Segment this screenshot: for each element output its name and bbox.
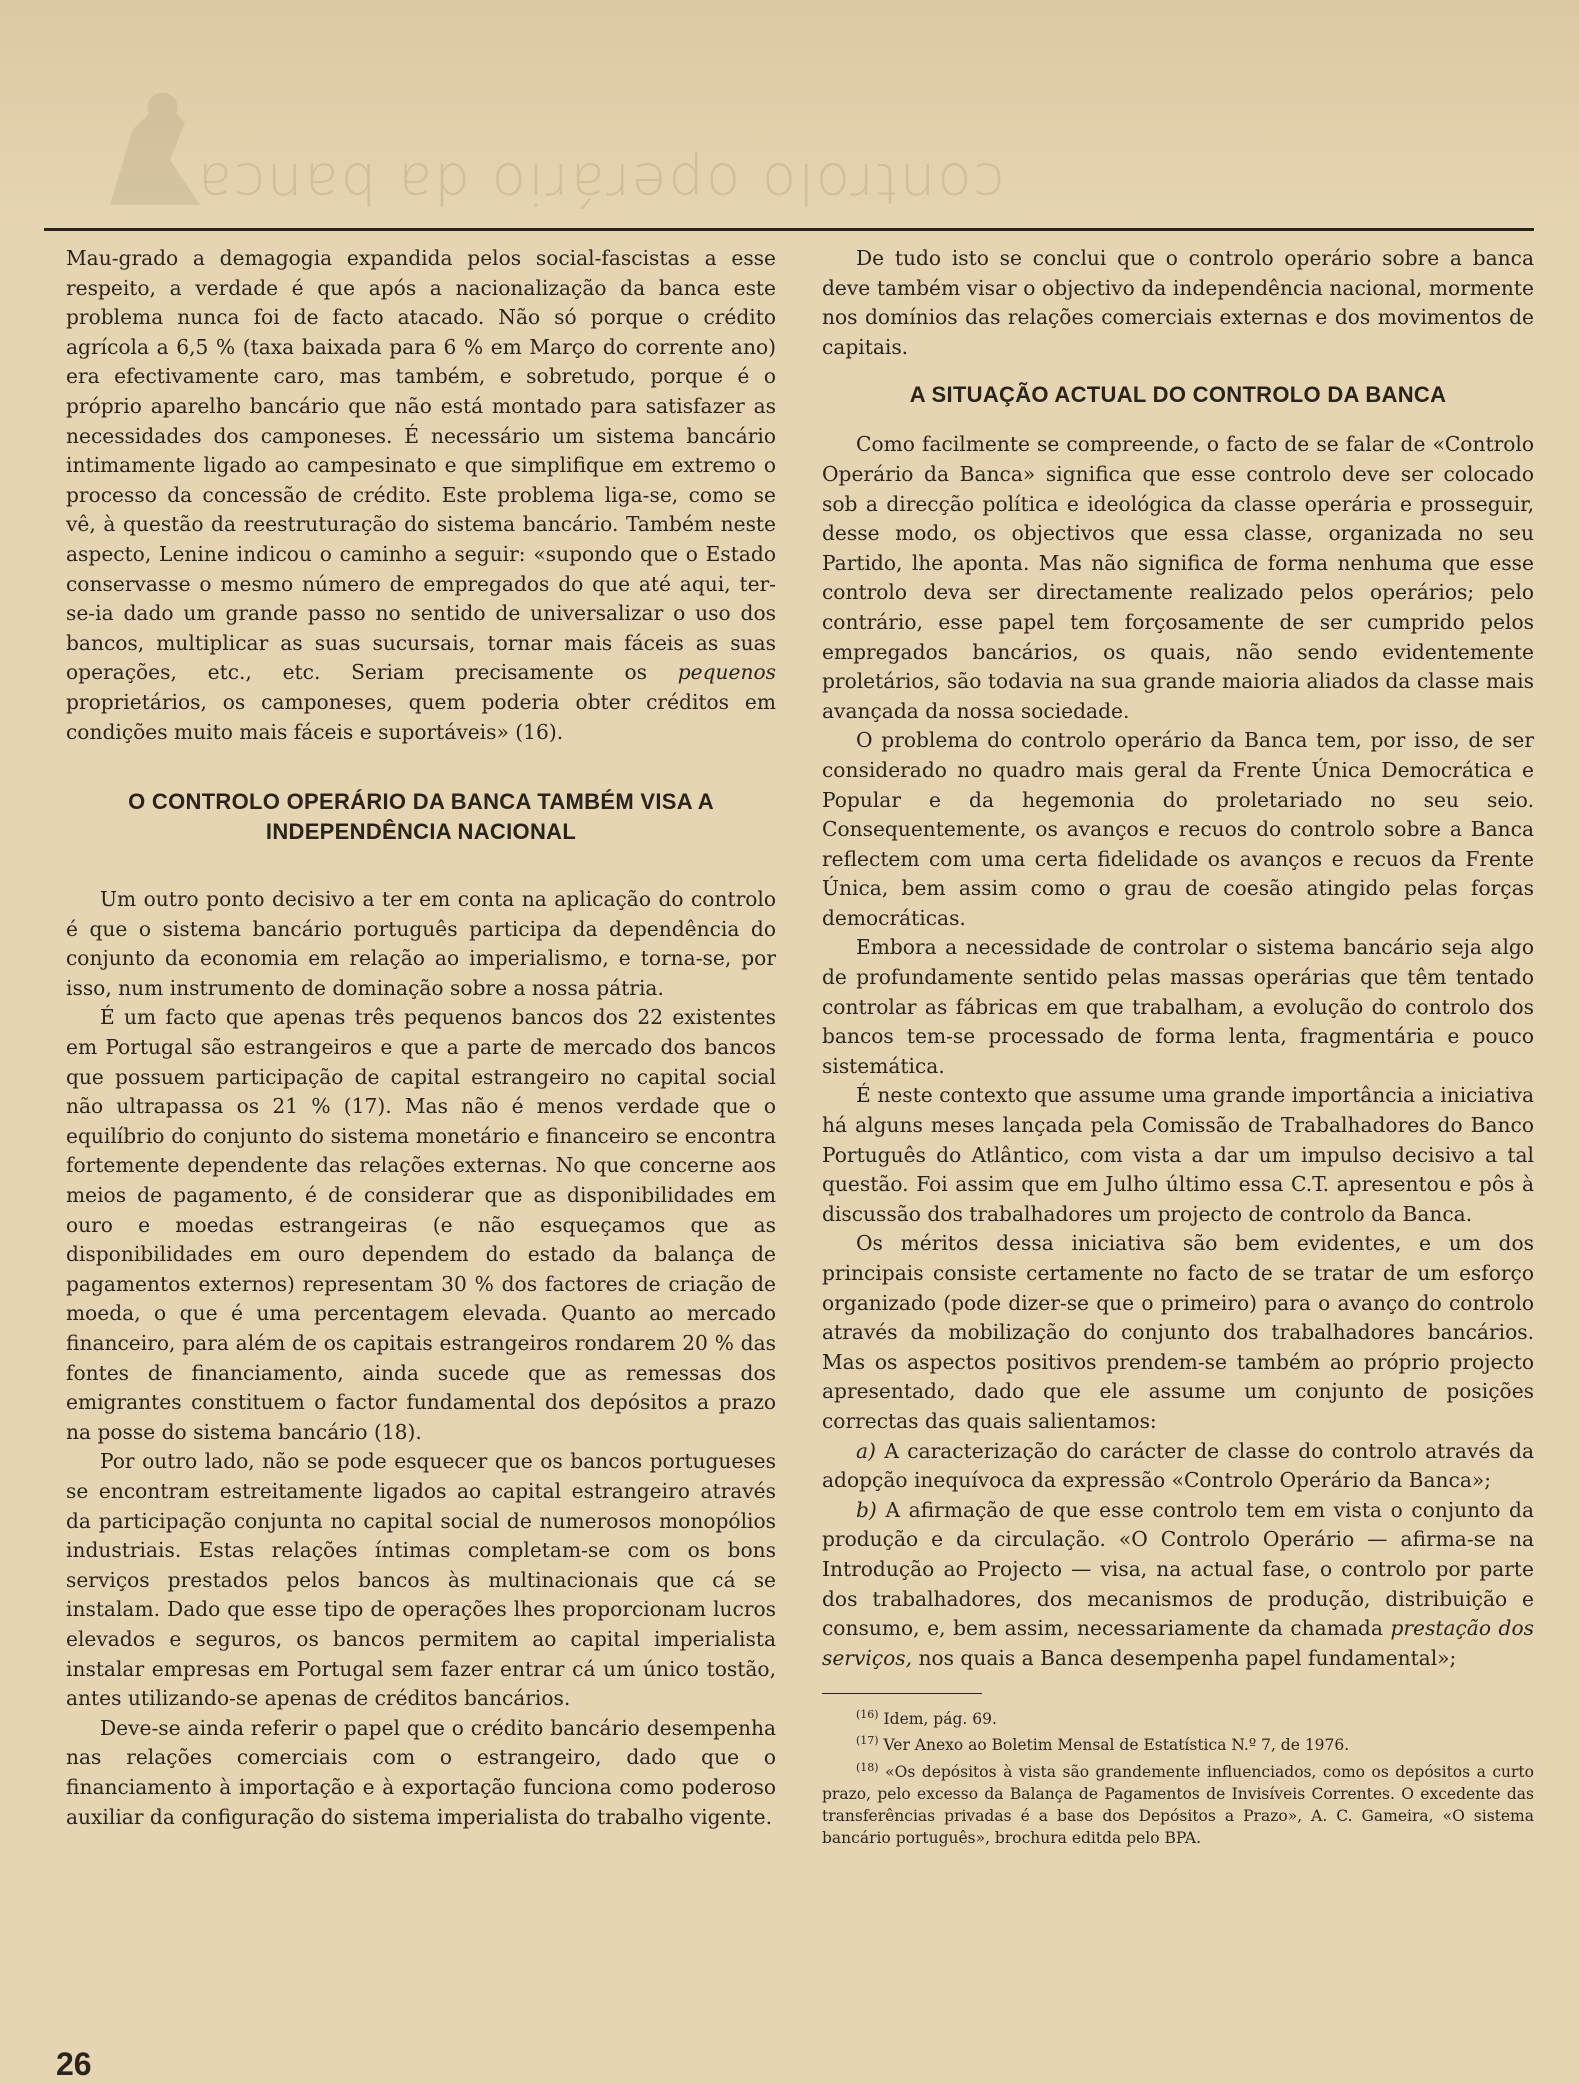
running-title: controlo operário da banca xyxy=(195,150,1005,215)
footnote-ref: (17). xyxy=(343,1094,392,1119)
paragraph: O problema do controlo operário da Banca tem, por isso, de ser considerado no quadro mais geral da Frente Única Democrática e Popular e da hegemonia do proletariado no seu seio. Consequentemente, os avanços e recuos do controlo sobre a Banca reflectem com uma certa fidelidade os avanços e recuos da Frente Única, bem assim como o grau de coesão atingido pelas forças democráticas. xyxy=(822,728,1534,930)
footnote: $^{(17)}$ Ver Anexo ao Boletim Mensal de Estatística N.º 7, de 1976. xyxy=(856,1734,1350,1755)
footnote-ref: (16). xyxy=(515,719,564,744)
footnote: $^{(16)}$ Idem, pág. 69. xyxy=(856,1708,997,1729)
header-rule xyxy=(44,228,1534,231)
paragraph: É um facto que apenas três pequenos bancos dos 22 existentes em Portugal são estrangeiros e que a parte de mercado dos bancos que possuem participação de capital estrangeiro no capital social não ultrapassa os 21 % (17). Mas não é menos verdade que o equilíbrio do conjunto do sistema monetário e financeiro se encontra fortemente dependente das relações externas. No que concerne aos meios de pagamento, é de considerar que as disponibilidades em ouro e moedas estrangeiras (e não esqueçamos que as disponibilidades em ouro dependem do estado da balança de pagamentos externos) representam 30 % dos factores de criação de moeda, o que é uma percentagem elevada. Quanto ao mercado financeiro, para além de os capitais estrangeiros rondarem 20 % das fontes de financiamento, ainda sucede que as remessas dos emigrantes constituem o factor fundamental dos depósitos a prazo na posse do sistema bancário (18). xyxy=(66,1005,776,1444)
paragraph: É neste contexto que assume uma grande importância a iniciativa há alguns meses lançada pela Comissão de Trabalhadores do Banco Português do Atlântico, com vista a dar um impulso decisivo a tal questão. Foi assim que em Julho último essa C.T. apresentou e pôs à discussão dos trabalhadores um projecto de controlo da Banca. xyxy=(822,1083,1534,1226)
page-number: 26 xyxy=(56,2046,92,2082)
paragraph: Deve-se ainda referir o papel que o crédito bancário desempenha nas relações comerciais com o estrangeiro, dado que o financiamento à importação e à exportação funciona como poderoso auxiliar da configuração do sistema imperialista do trabalho vigente. xyxy=(66,1715,776,1829)
list-item: a) A caracterização do carácter de classe do controlo através da adopção inequívoca da expressão «Controlo Operário da Banca»; xyxy=(822,1438,1534,1493)
paragraph: Um outro ponto decisivo a ter em conta na aplicação do controlo é que o sistema bancário português participa da dependência do conjunto da economia em relação ao imperialismo, e torna-se, por isso, num instrumento de dominação sobre a nossa pátria. xyxy=(66,887,776,1000)
footnote-rule xyxy=(822,1693,982,1694)
list-item: b) A afirmação de que esse controlo tem em vista o conjunto da produção e da circulação. «O Controlo Operário — afirma-se na Introdução ao Projecto — visa, na actual fase, o controlo por parte dos trabalhadores, dos mecanismos de produção, distribuição e consumo, e, bem assim, necessariamente da chamada prestação dos serviços, nos quais a Banca desempenha papel fundamental»; xyxy=(822,1497,1534,1670)
paragraph: Por outro lado, não se pode esquecer que os bancos portugueses se encontram estreitamente ligados ao capital estrangeiro através da participação conjunta no capital social de numerosos monopólios industriais. Estas relações íntimas completam-se com os bons serviços prestados pelos bancos às multinacionais que cá se instalam. Dado que esse tipo de operações lhes proporcionam lucros elevados e seguros, os bancos permitem ao capital imperialista instalar empresas em Portugal sem fazer entrar cá um único tostão, antes utilizando-se apenas de créditos bancários. xyxy=(66,1449,776,1711)
paragraph: Embora a necessidade de controlar o sistema bancário seja algo de profundamente sentido pelas massas operárias que têm tentado controlar as fábricas em que trabalham, a evolução do controlo dos bancos tem-se processado de forma lenta, fragmentária e pouco sistemática. xyxy=(822,935,1534,1078)
footnote-ref: (18). xyxy=(373,1419,422,1444)
list-marker: b) xyxy=(856,1497,877,1522)
paragraph: Mau-grado a demagogia expandida pelos social-fascistas a esse respeito, a verdade é que após a nacionalização da banca este problema nunca foi de facto atacado. Não só porque o crédito agrícola a 6,5 % (taxa baixada para 6 % em Março do corrente ano) era efectivamente caro, mas também, e sobretudo, porque é o próprio aparelho bancário que não está montado para satisfazer as necessidades dos camponeses. É necessário um sistema bancário intimamente ligado ao campesinato e que simplifique em extremo o processo da concessão de crédito. Este problema liga-se, como se vê, à questão da reestruturação do sistema bancário. Também neste aspecto, Lenine indicou o caminho a seguir: «supondo que o Estado conservasse o mesmo número de empregados do que até aqui, ter-se-ia dado um grande passo no sentido de universalizar o uso dos bancos, multiplicar as suas sucursais, tornar mais fáceis as suas operações, etc., etc. Seriam precisamente os pequenos proprietários, os camponeses, quem poderia obter créditos em condições muito mais fáceis e suportáveis» (16). xyxy=(66,246,776,744)
paragraph: Os méritos dessa iniciativa são bem evidentes, e um dos principais consiste certamente no facto de se tratar de um esforço organizado (pode dizer-se que o primeiro) para o avanço do controlo através da mobilização do conjunto dos trabalhadores bancários. Mas os aspectos positivos prendem-se também ao próprio projecto apresentado, dado que ele assume um conjunto de posições correctas das quais salientamos: xyxy=(822,1231,1534,1433)
footnote: $^{(18)}$ «Os depósitos à vista são grandemente influenciados, como os depósitos a curto prazo, pelo excesso da Balança de Pagamentos de Invisíveis Correntes. O excedente das transferências privadas é a base dos Depósitos a Prazo», A. C. Gameira, «O sistema bancário português», brochura editda pelo BPA. xyxy=(822,1760,1534,1847)
section-heading: O CONTROLO OPERÁRIO DA BANCA TAMBÉM VISA A INDEPENDÊNCIA NACIONAL xyxy=(128,789,714,845)
left-column xyxy=(66,244,776,1832)
paragraph: Como facilmente se compreende, o facto de se falar de «Controlo Operário da Banca» significa que esse controlo deve ser colocado sob a direcção política e ideológica da classe operária e prosseguir, desse modo, os objectivos que essa classe, organizada no seu Partido, lhe aponta. Mas não significa de forma nenhuma que esse controlo deva ser directamente realizado pelos operários; pelo contrário, esse papel tem forçosamente de ser cumprido pelos empregados bancários, os quais, não sendo evidentemente proletários, são todavia na sua grande maioria aliados da classe mais avançada da nossa sociedade. xyxy=(822,432,1534,723)
right-column xyxy=(822,244,1534,1849)
paragraph: De tudo isto se conclui que o controlo operário sobre a banca deve também visar o objectivo da independência nacional, mormente nos domínios das relações comerciais externas e dos movimentos de capitais. xyxy=(822,246,1534,359)
section-heading: A SITUAÇÃO ACTUAL DO CONTROLO DA BANCA xyxy=(909,382,1447,408)
list-marker: a) xyxy=(856,1438,876,1463)
